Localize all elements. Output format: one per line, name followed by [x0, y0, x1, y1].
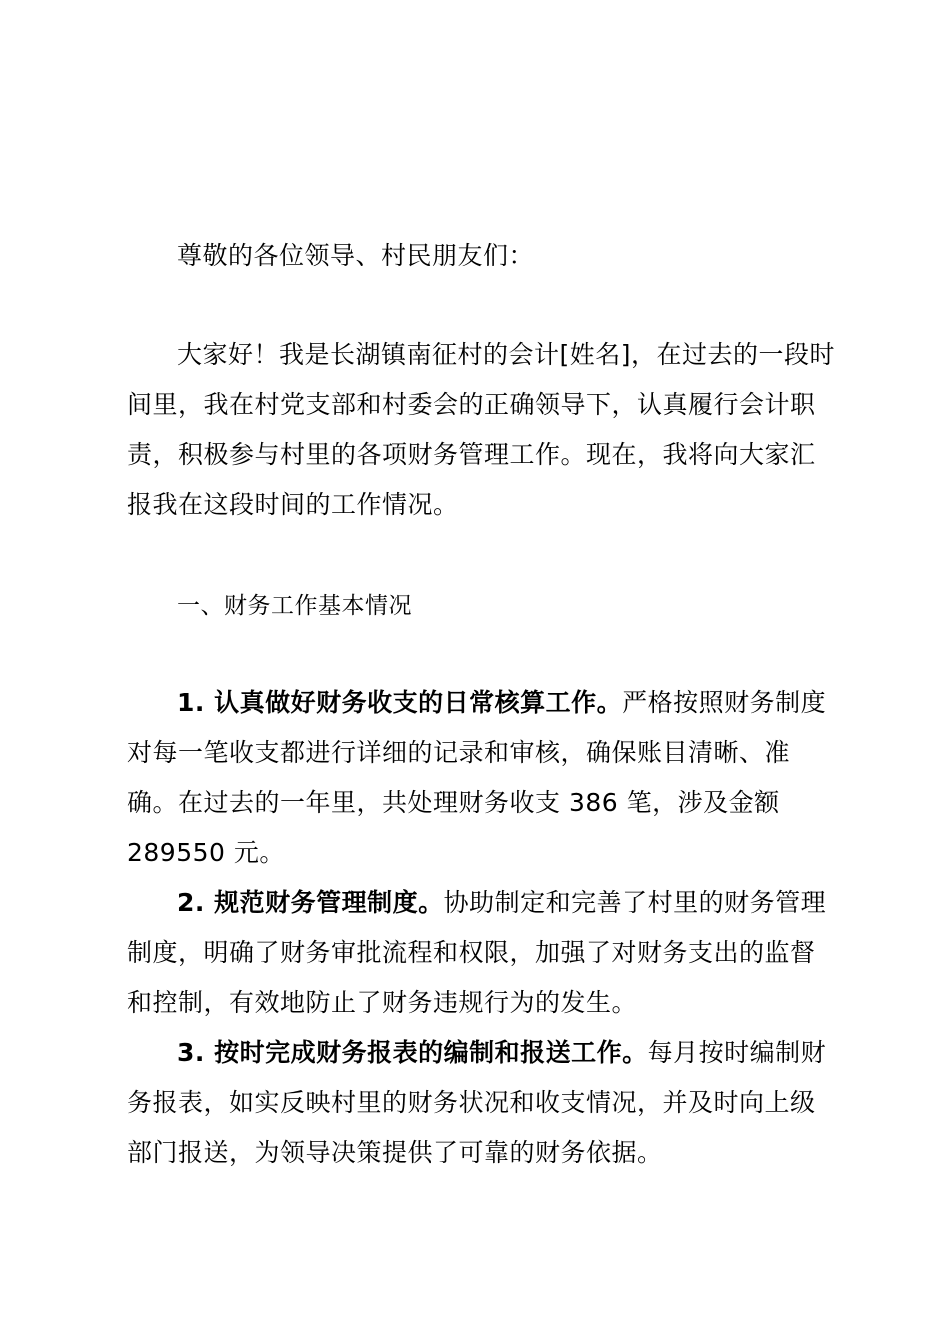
- intro-paragraph: 大家好！我是长湖镇南征村的会计[姓名]，在过去的一段时间里，我在村党支部和村委会的正确领导下，认真履行会计职责，积极参与村里的各项财务管理工作。现在，我将向大家汇报我在这段时间的工作情况。: [127, 340, 836, 519]
- work-item-title: 1. 认真做好财务收支的日常核算工作。: [177, 688, 623, 717]
- work-items: [127, 678, 837, 1178]
- work-item: [127, 1028, 837, 1178]
- greeting: 尊敬的各位领导、村民朋友们：: [177, 241, 535, 270]
- work-item-body: 每月按时编制财务报表，如实反映村里的财务状况和收支情况，并及时向上级部门报送，为领导决策提供了可靠的财务依据。: [127, 1038, 827, 1167]
- work-item: [127, 878, 837, 1028]
- section-heading: 一、财务工作基本情况: [177, 593, 412, 619]
- work-item: [127, 678, 837, 878]
- work-item-body: 严格按照财务制度对每一笔收支都进行详细的记录和审核，确保账目清晰、准确。在过去的一年里，共处理财务收支 386 笔，涉及金额 289550 元。: [127, 688, 827, 867]
- work-item-title: 3. 按时完成财务报表的编制和报送工作。: [177, 1038, 648, 1067]
- work-item-title: 2. 规范财务管理制度。: [177, 888, 444, 917]
- work-item-body: 协助制定和完善了村里的财务管理制度，明确了财务审批流程和权限，加强了对财务支出的监督和控制，有效地防止了财务违规行为的发生。: [127, 888, 827, 1017]
